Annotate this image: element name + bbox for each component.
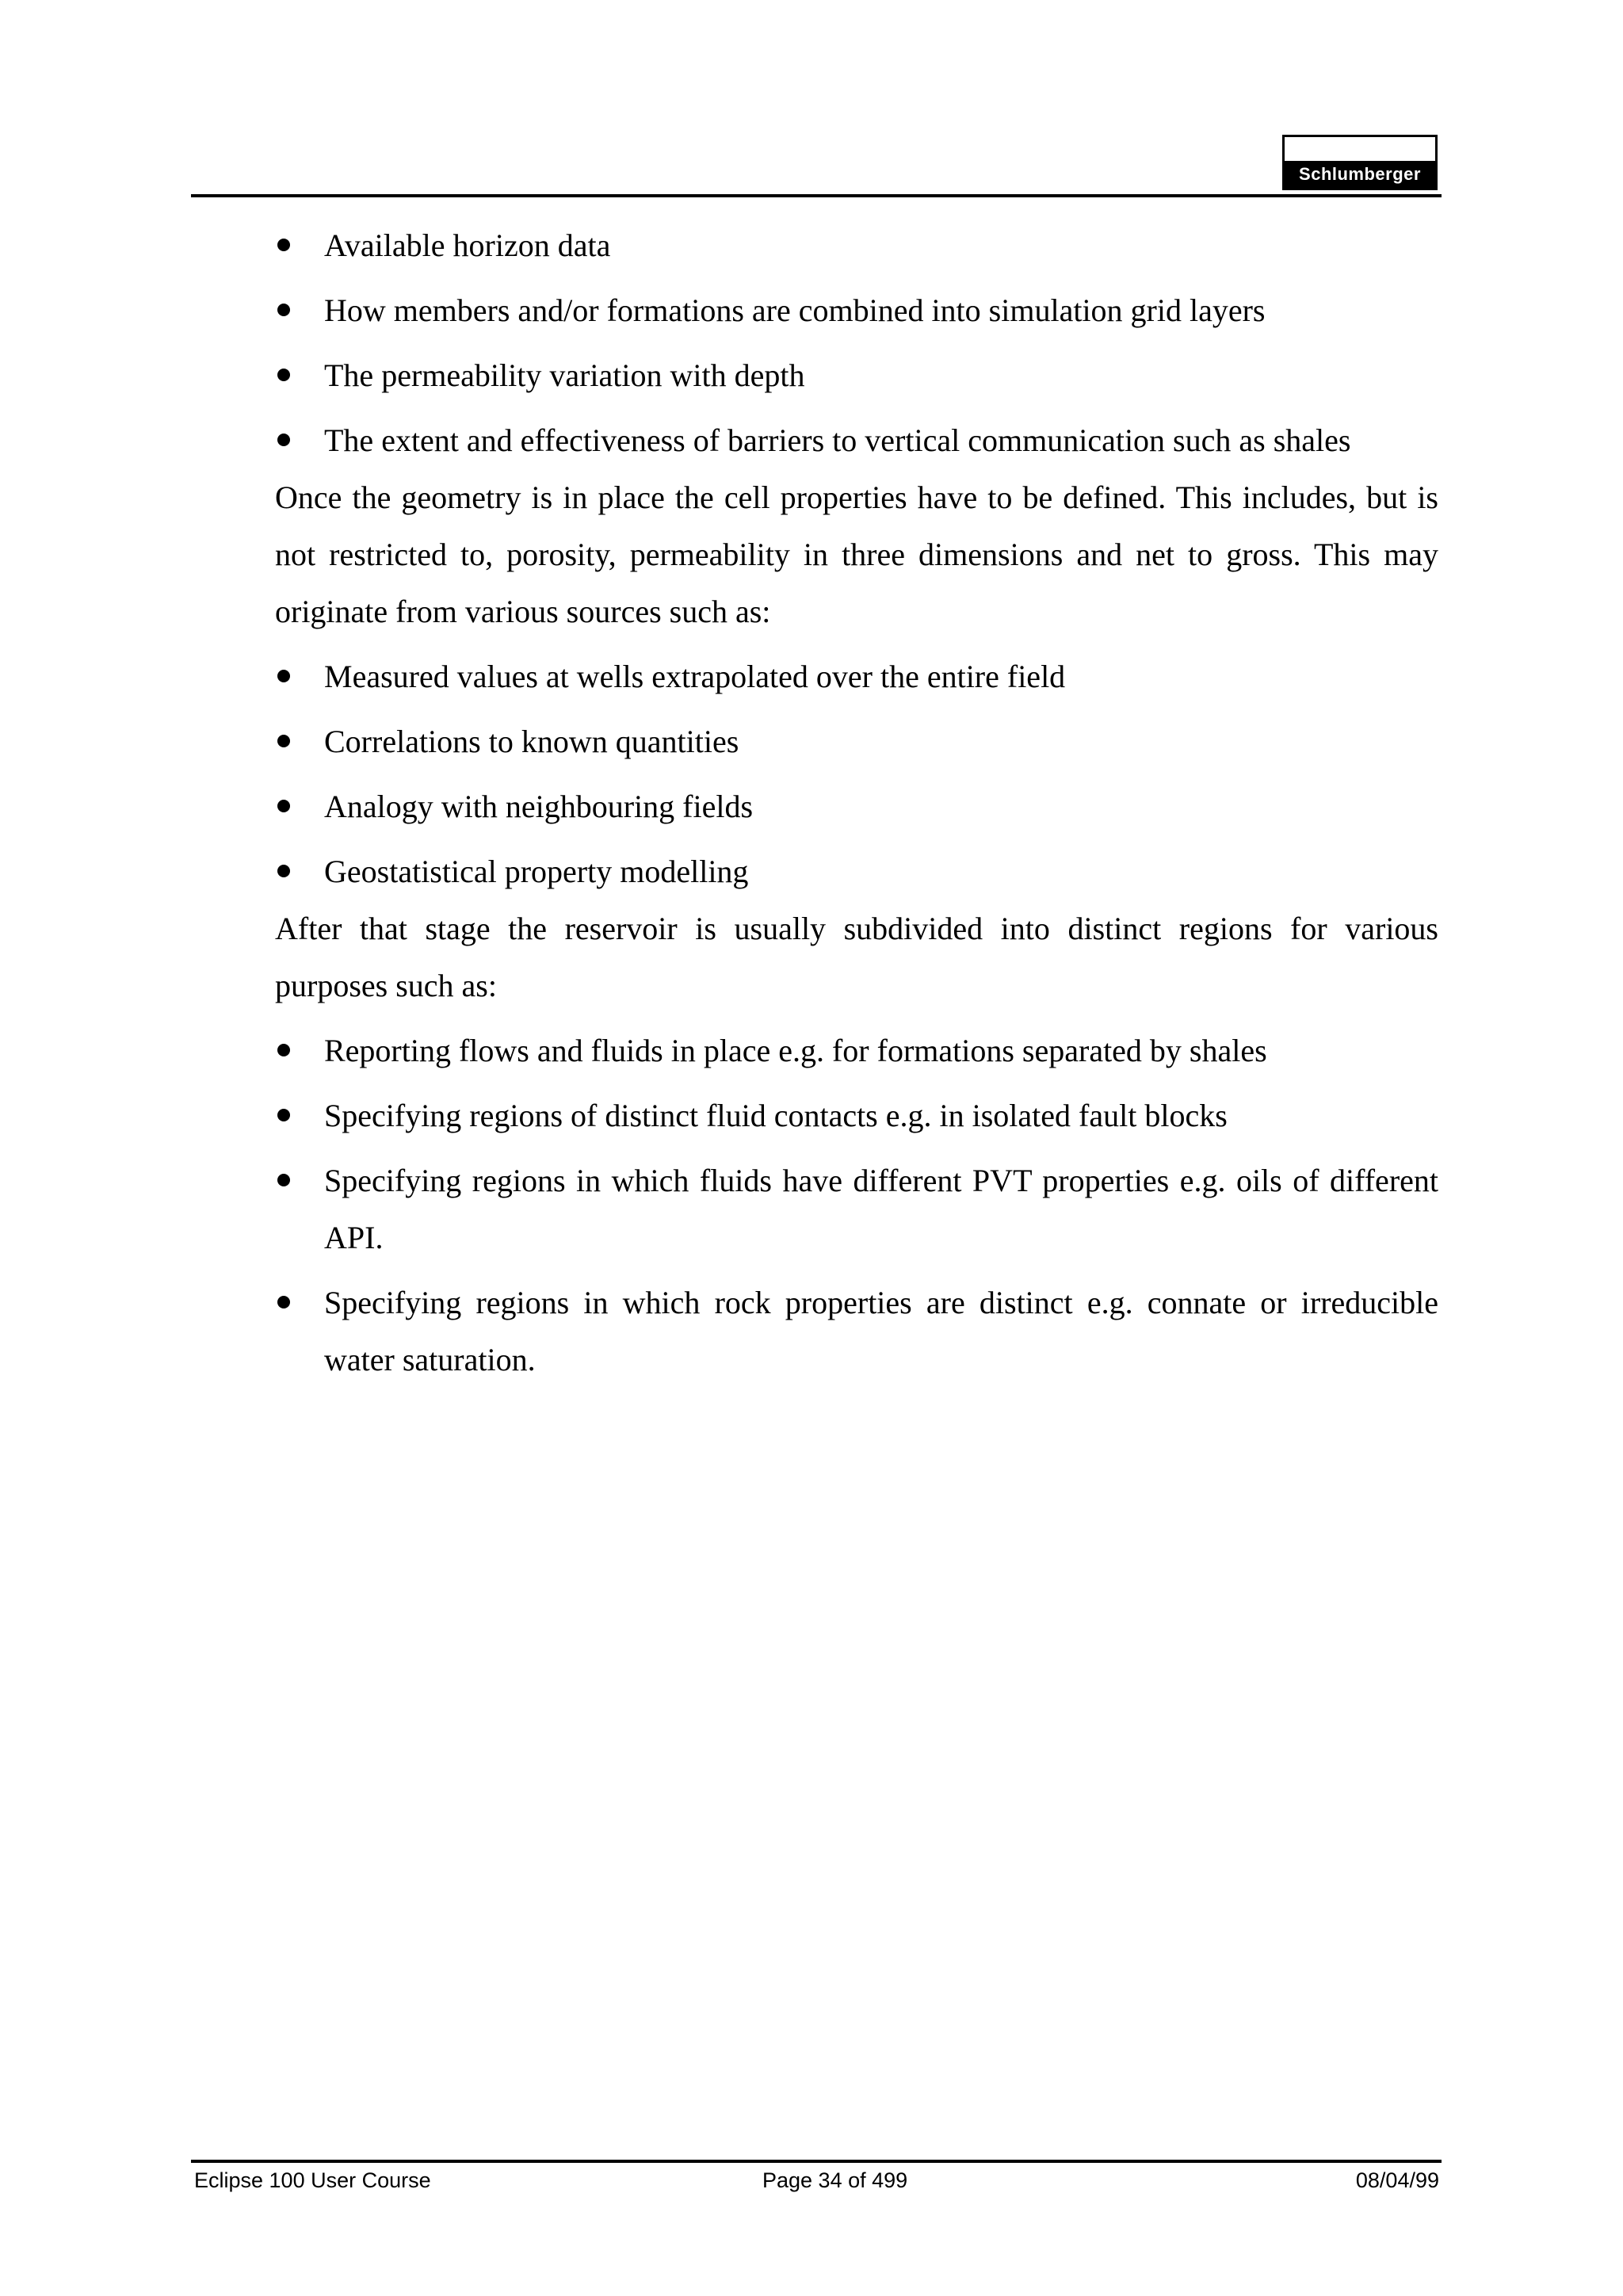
list-item (275, 1152, 1438, 1266)
list-item-text: Measured values at wells extrapolated over the entire field (324, 659, 1066, 694)
bullet-icon (277, 1296, 290, 1308)
paragraph-cell-properties: Once the geometry is in place the cell properties have to be defined. This includes, but is not restricted to, porosity, permeability in three dimensions and net to gross. This may originate from various sources such as: (275, 479, 1438, 629)
logo-text: Schlumberger (1285, 161, 1435, 188)
bullet-icon (277, 865, 290, 877)
list-item (275, 282, 1438, 339)
footer-course-title: Eclipse 100 User Course (194, 2168, 431, 2192)
bullet-icon (277, 1174, 290, 1186)
list-item (275, 778, 1438, 835)
list-item (275, 412, 1438, 469)
bullet-icon (277, 670, 290, 682)
list-item-text: Reporting flows and fluids in place e.g. for formations separated by shales (324, 1033, 1267, 1068)
footer-page-number: Page 34 of 499 (762, 2168, 908, 2192)
paragraph-regions: After that stage the reservoir is usually subdivided into distinct regions for various purposes such as: (275, 911, 1438, 1003)
list-item (275, 217, 1438, 274)
page-body (275, 217, 1438, 1389)
list-item (275, 1022, 1438, 1079)
list-item-text: Specifying regions in which fluids have different PVT properties e.g. oils of different API. (324, 1163, 1438, 1255)
list-item (275, 843, 1438, 900)
list-item-text: How members and/or formations are combined into simulation grid layers (324, 292, 1266, 328)
bullet-icon (277, 369, 290, 381)
list-item (275, 347, 1438, 404)
bullet-icon (277, 1109, 290, 1121)
list-item (275, 1274, 1438, 1389)
bullet-icon (277, 800, 290, 812)
bullet-icon (277, 1044, 290, 1056)
list-item-text: Analogy with neighbouring fields (324, 789, 754, 824)
footer-date: 08/04/99 (1355, 2168, 1439, 2192)
list-item (275, 1087, 1438, 1144)
list-item-text: The extent and effectiveness of barriers to vertical communication such as shales (324, 422, 1351, 458)
bullet-list-purposes (275, 1022, 1438, 1389)
list-item-text: Specifying regions in which rock properties are distinct e.g. connate or irreducible water saturation. (324, 1285, 1438, 1377)
list-item (275, 648, 1438, 705)
footer-rule (191, 2160, 1442, 2163)
bullet-list-horizons (275, 217, 1438, 469)
company-logo (1282, 135, 1438, 190)
bullet-icon (277, 304, 290, 316)
list-item-text: The permeability variation with depth (324, 357, 805, 393)
list-item-text: Correlations to known quantities (324, 724, 739, 759)
list-item-text: Geostatistical property modelling (324, 854, 749, 889)
bullet-icon (277, 434, 290, 446)
list-item-text: Available horizon data (324, 227, 611, 263)
bullet-icon (277, 239, 290, 251)
bullet-list-sources (275, 648, 1438, 900)
list-item (275, 713, 1438, 770)
header-rule (191, 194, 1442, 197)
bullet-icon (277, 735, 290, 747)
list-item-text: Specifying regions of distinct fluid contacts e.g. in isolated fault blocks (324, 1098, 1228, 1133)
